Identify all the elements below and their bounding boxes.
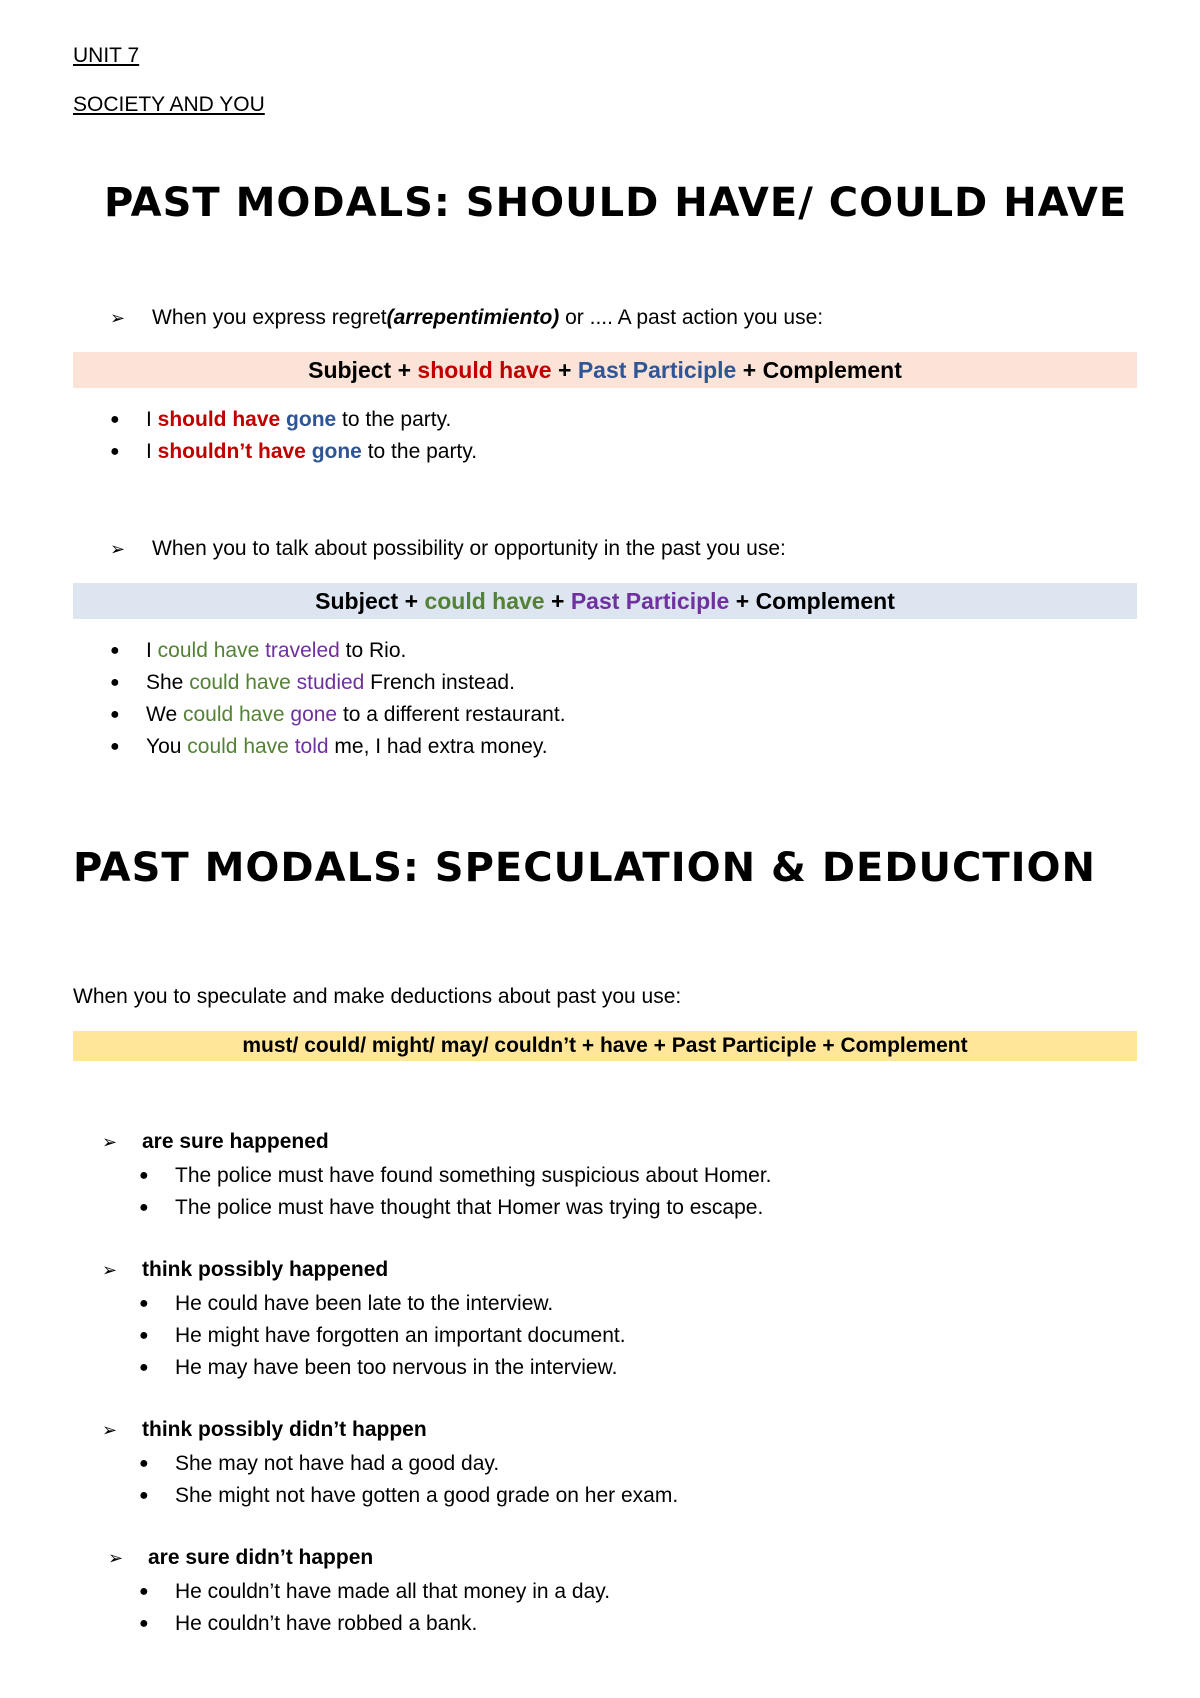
list-item	[139, 1288, 626, 1320]
formula-participle: Past Participle	[577, 357, 737, 383]
list-item	[110, 635, 566, 667]
example-subject: You	[146, 735, 188, 758]
possibility-intro	[110, 537, 786, 561]
category-label: are sure didn’t happen	[148, 1546, 374, 1569]
category-heading	[102, 1258, 388, 1282]
list-item	[139, 1448, 678, 1480]
bullet-icon: ●	[139, 1295, 149, 1312]
example-verb: traveled	[265, 639, 340, 662]
category-label: are sure happened	[142, 1130, 329, 1153]
example-text: He couldn’t have made all that money in a day.	[175, 1580, 611, 1603]
category-label: think possibly didn’t happen	[142, 1418, 427, 1441]
bullet-icon: ●	[139, 1167, 149, 1184]
category-heading	[102, 1418, 427, 1442]
formula-plus: +	[544, 588, 571, 614]
example-verb: studied	[296, 671, 365, 694]
example-rest: to the party.	[361, 440, 478, 463]
example-subject: We	[146, 703, 183, 726]
example-modal: could have	[187, 735, 289, 758]
example-modal: should have	[157, 408, 281, 431]
regret-intro-italic: (arrepentimiento)	[386, 306, 560, 329]
example-rest: to the party.	[336, 408, 452, 431]
example-verb: gone	[290, 703, 338, 726]
bullet-icon: ●	[139, 1487, 149, 1504]
possibility-intro-text: When you to talk about possibility or opportunity in the past you use:	[152, 537, 786, 560]
example-modal: shouldn’t have	[157, 440, 306, 463]
list-item	[139, 1160, 772, 1192]
bullet-icon: ●	[139, 1583, 149, 1600]
example-subject: I	[146, 408, 158, 431]
category-examples	[139, 1576, 611, 1640]
example-rest: me, I had extra money.	[328, 735, 548, 758]
example-modal: could have	[189, 671, 291, 694]
example-text: The police must have found something suspicious about Homer.	[175, 1164, 772, 1187]
bullet-icon: ●	[110, 443, 120, 460]
example-rest: French instead.	[364, 671, 515, 694]
formula-subject: Subject	[315, 588, 399, 614]
bullet-icon: ●	[110, 642, 120, 659]
bullet-icon: ●	[139, 1199, 149, 1216]
category-examples	[139, 1160, 772, 1224]
formula-subject: Subject	[308, 357, 392, 383]
unit-label: UNIT 7	[73, 44, 140, 67]
formula-plus: +	[551, 357, 578, 383]
formula-plus: +	[391, 357, 418, 383]
formula-plus: +	[398, 588, 425, 614]
example-subject: She	[146, 671, 190, 694]
possibility-examples	[110, 635, 566, 763]
arrow-icon: ➢	[108, 1548, 124, 1568]
formula-participle: Past Participle	[570, 588, 730, 614]
regret-intro-text-2: or .... A past action you use:	[559, 306, 824, 329]
example-modal: could have	[157, 639, 260, 662]
example-subject: I	[146, 639, 158, 662]
example-text: He could have been late to the interview.	[175, 1292, 554, 1315]
arrow-icon: ➢	[110, 308, 126, 328]
regret-intro-text: When you express regret	[152, 306, 387, 329]
list-item	[110, 731, 566, 763]
bullet-icon: ●	[110, 706, 120, 723]
category-heading	[102, 1130, 329, 1154]
example-text: He may have been too nervous in the interview.	[175, 1356, 618, 1379]
formula-could-have	[73, 583, 1137, 619]
bullet-icon: ●	[139, 1359, 149, 1376]
example-text: He might have forgotten an important document.	[175, 1324, 626, 1347]
bullet-icon: ●	[139, 1615, 149, 1632]
list-item	[139, 1192, 772, 1224]
example-text: The police must have thought that Homer was trying to escape.	[175, 1196, 764, 1219]
list-item	[139, 1576, 611, 1608]
arrow-icon: ➢	[102, 1420, 118, 1440]
example-verb: told	[294, 735, 329, 758]
formula-plus: +	[729, 588, 756, 614]
section2-title: PAST MODALS: SPECULATION & DEDUCTION	[73, 845, 1097, 891]
category-examples	[139, 1288, 626, 1384]
list-item	[139, 1480, 679, 1512]
formula-plus: +	[736, 357, 763, 383]
example-verb: gone	[286, 408, 337, 431]
list-item	[110, 667, 566, 699]
arrow-icon: ➢	[102, 1132, 118, 1152]
formula-complement: Complement	[762, 357, 902, 383]
list-item	[139, 1352, 626, 1384]
bullet-icon: ●	[110, 738, 120, 755]
example-text: She might not have gotten a good grade on her exam.	[175, 1484, 679, 1507]
bullet-icon: ●	[110, 411, 120, 428]
bullet-icon: ●	[139, 1327, 149, 1344]
example-text: He couldn’t have robbed a bank.	[175, 1612, 478, 1635]
example-text: She may not have had a good day.	[175, 1452, 500, 1475]
list-item	[139, 1608, 610, 1640]
speculation-intro: When you to speculate and make deductions about past you use:	[73, 985, 682, 1008]
example-modal: could have	[182, 703, 285, 726]
list-item	[110, 436, 478, 468]
arrow-icon: ➢	[110, 539, 126, 559]
example-rest: to Rio.	[339, 639, 407, 662]
example-subject: I	[146, 440, 158, 463]
formula-speculation: must/ could/ might/ may/ couldn’t + have + Past Participle + Complement	[73, 1031, 1137, 1061]
section1-title: PAST MODALS: SHOULD HAVE/ COULD HAVE	[104, 180, 1128, 226]
example-rest: to a different restaurant.	[337, 703, 566, 726]
category-examples	[139, 1448, 679, 1512]
list-item	[110, 404, 477, 436]
bullet-icon: ●	[110, 674, 120, 691]
category-label: think possibly happened	[142, 1258, 389, 1281]
formula-complement: Complement	[755, 588, 895, 614]
topic-label: SOCIETY AND YOU	[73, 93, 265, 116]
list-item	[139, 1320, 626, 1352]
regret-examples	[110, 404, 478, 468]
arrow-icon: ➢	[102, 1260, 118, 1280]
example-verb: gone	[311, 440, 362, 463]
formula-modal: should have	[417, 357, 552, 383]
regret-intro	[110, 306, 823, 330]
category-heading	[108, 1546, 373, 1570]
formula-modal: could have	[424, 588, 545, 614]
list-item	[110, 699, 566, 731]
formula-should-have	[73, 352, 1137, 388]
bullet-icon: ●	[139, 1455, 149, 1472]
